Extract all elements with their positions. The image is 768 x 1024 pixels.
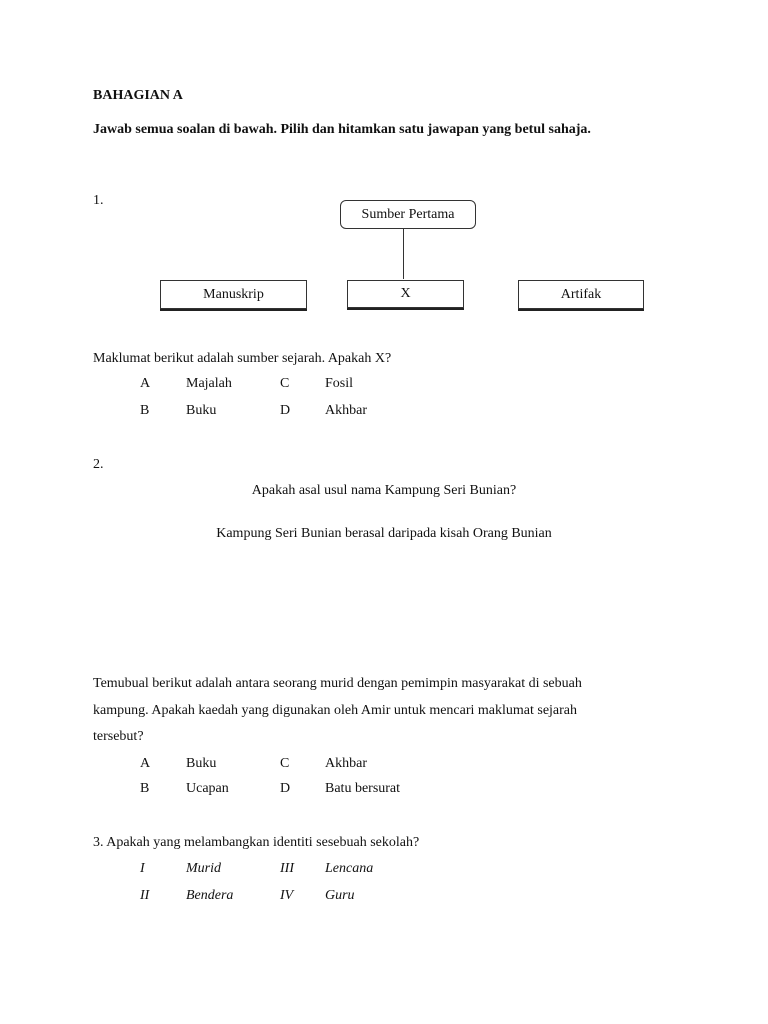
q2-dialog-answer: Kampung Seri Bunian berasal daripada kisah Orang Bunian (216, 526, 552, 541)
diagram-left-box (160, 280, 307, 309)
option-text: Fosil (325, 376, 354, 391)
diagram-top-box (340, 200, 476, 229)
option-letter: B (140, 781, 150, 796)
diagram-left-label: Manuskrip (203, 286, 264, 302)
option-text: Buku (186, 756, 217, 771)
option-numeral: II (140, 888, 150, 903)
option-letter: B (140, 403, 150, 418)
option-letter: A (140, 756, 151, 771)
option-letter: C (280, 756, 290, 771)
option-text: Murid (186, 861, 221, 876)
q1-question: Maklumat berikut adalah sumber sejarah. Apakah X? (93, 351, 392, 366)
diagram-middle-box (347, 280, 464, 308)
diagram-right-label: Artifak (560, 286, 602, 302)
diagram-middle-label: X (400, 286, 411, 301)
option-letter: C (280, 376, 290, 391)
option-text: Buku (186, 403, 217, 418)
q2-question-line-2: kampung. Apakah kaedah yang digunakan oleh Amir untuk mencari maklumat sejarah (93, 703, 578, 718)
option-letter: D (280, 781, 291, 796)
q1-number: 1. (93, 193, 104, 208)
option-text: Bendera (186, 888, 234, 903)
option-letter: D (280, 403, 291, 418)
option-text: Lencana (325, 861, 374, 876)
q3-question: 3. Apakah yang melambangkan identiti sesebuah sekolah? (93, 835, 420, 850)
diagram-right-box (518, 280, 644, 309)
q2-question-line-3: tersebut? (93, 729, 144, 744)
option-text: Ucapan (186, 781, 229, 796)
q2-dialog-question: Apakah asal usul nama Kampung Seri Bunian? (251, 483, 517, 498)
option-numeral: IV (280, 888, 294, 903)
q2-number: 2. (93, 457, 104, 472)
instruction: Jawab semua soalan di bawah. Pilih dan hitamkan satu jawapan yang betul sahaja. (93, 122, 591, 137)
option-text: Batu bersurat (325, 781, 401, 796)
diagram-connector (403, 229, 404, 279)
option-numeral: I (140, 861, 145, 876)
option-letter: A (140, 376, 151, 391)
option-text: Akhbar (325, 403, 367, 418)
option-text: Akhbar (325, 756, 367, 771)
q2-question-line-1: Temubual berikut adalah antara seorang murid dengan pemimpin masyarakat di sebuah (93, 676, 582, 691)
section-title: BAHAGIAN A (93, 88, 183, 103)
option-text: Guru (325, 888, 355, 903)
diagram-top-label: Sumber Pertama (361, 206, 455, 222)
option-text: Majalah (186, 376, 232, 391)
option-numeral: III (280, 861, 294, 876)
